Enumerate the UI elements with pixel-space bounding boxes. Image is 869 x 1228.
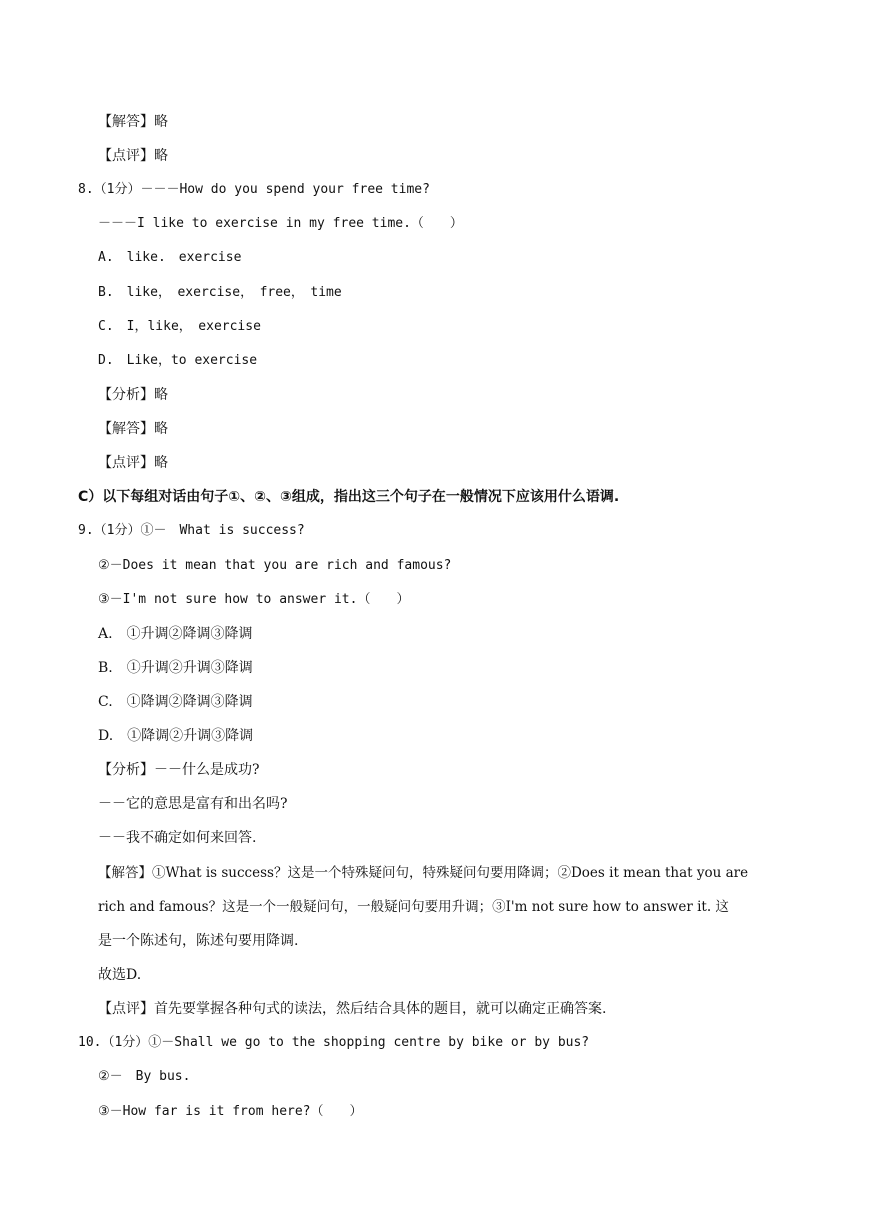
analysis-label-q8: 【分析】略 (98, 387, 168, 403)
question-9-option-c: C. ①降调②降调③降调 (98, 694, 253, 710)
analysis-q9-line-1: 【分析】－－什么是成功? (98, 762, 260, 778)
question-10-sentence-1: 10.（1分）①－Shall we go to the shopping centre by bike or by bus? (78, 1035, 590, 1050)
analysis-q9-line-3: －－我不确定如何来回答. (98, 830, 257, 846)
comment-label-q8: 【点评】略 (98, 455, 168, 471)
comment-q9: 【点评】首先要掌握各种句式的读法，然后结合具体的题目，就可以确定正确答案. (98, 1001, 607, 1017)
question-8-response: －－－I like to exercise in my free time.（ ） (98, 216, 463, 231)
question-8-option-b: B. like， exercise， free， time (98, 285, 342, 300)
question-8-option-c: C. I，like， exercise (98, 319, 261, 334)
answer-q9-line-1: 【解答】①What is success？这是一个特殊疑问句，特殊疑问句要用降调；②Does it mean that you are (98, 865, 749, 881)
question-9-option-b: B. ①升调②升调③降调 (98, 660, 253, 676)
answer-q9-line-3: 是一个陈述句，陈述句要用降调. (98, 933, 299, 949)
analysis-q9-line-2: －－它的意思是富有和出名吗? (98, 796, 288, 812)
question-8-option-d: D. Like，to exercise (98, 353, 258, 368)
question-9-option-d: D. ①降调②升调③降调 (98, 728, 254, 744)
question-9-sentence-2: ②－Does it mean that you are rich and famous? (98, 558, 452, 573)
answer-label-q8: 【解答】略 (98, 421, 168, 437)
question-9-sentence-1: 9.（1分）①－ What is success? (78, 523, 305, 538)
question-8-option-a: A. like. exercise (98, 250, 242, 265)
question-8-prompt: 8.（1分）－－－How do you spend your free time? (78, 182, 430, 197)
section-c-heading: C）以下每组对话由句子①、②、③组成，指出这三个句子在一般情况下应该用什么语调. (78, 489, 620, 505)
question-10-sentence-2: ②－ By bus. (98, 1069, 191, 1084)
question-10-sentence-3: ③－How far is it from here?（ ） (98, 1104, 363, 1119)
answer-label-q7: 【解答】略 (98, 114, 168, 130)
question-9-option-a: A. ①升调②降调③降调 (98, 626, 253, 642)
comment-label-q7: 【点评】略 (98, 148, 168, 164)
answer-q9-line-2: rich and famous？这是一个一般疑问句，一般疑问句要用升调；③I'm not sure how to answer it. 这 (98, 899, 729, 915)
question-9-sentence-3: ③－I'm not sure how to answer it.（ ） (98, 592, 410, 607)
answer-q9-choice: 故选D. (98, 967, 142, 983)
